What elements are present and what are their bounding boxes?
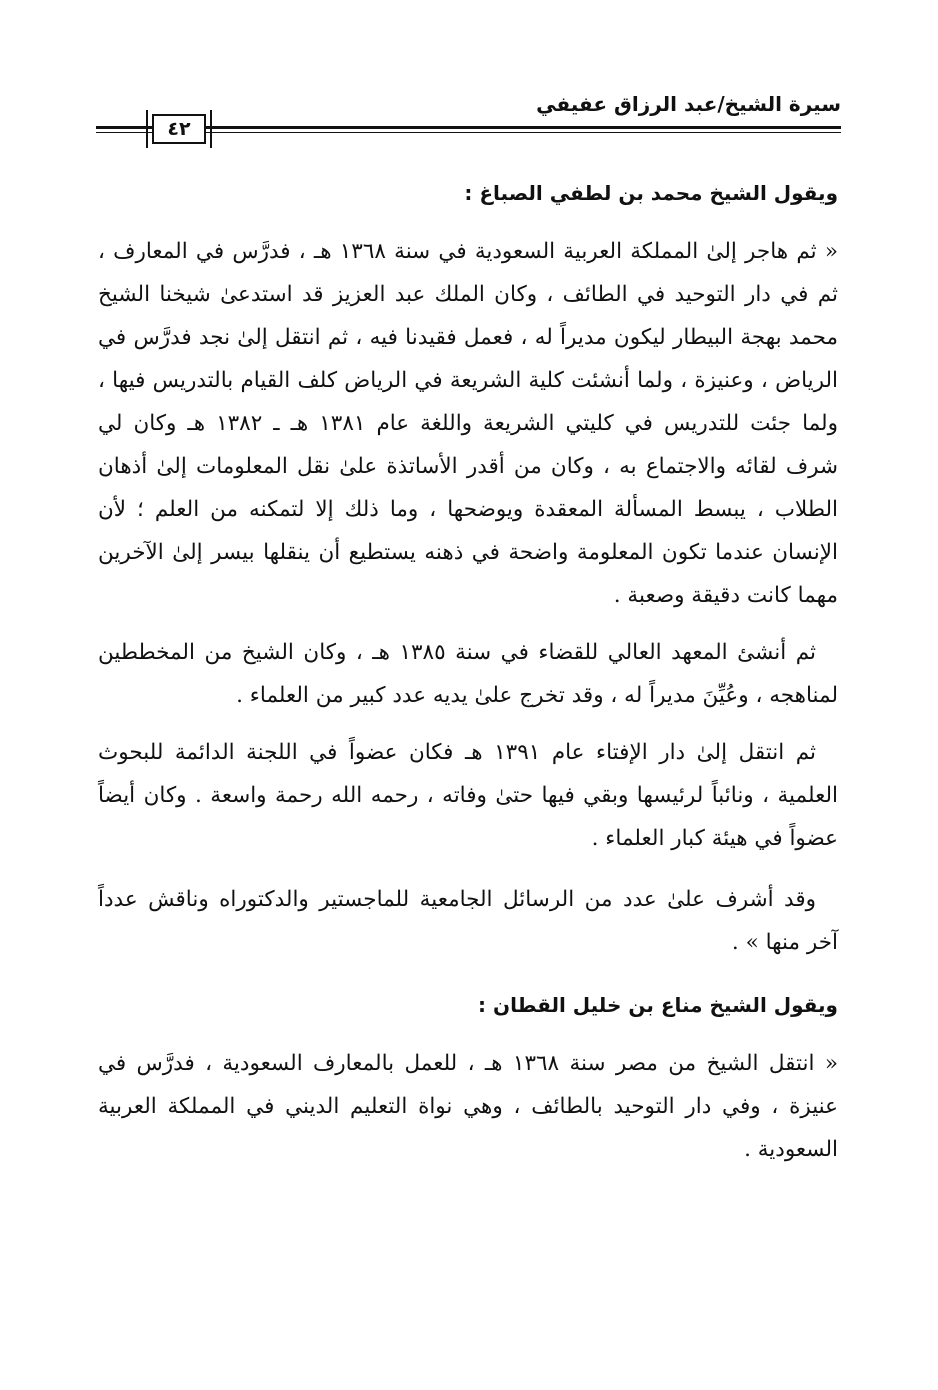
page-header bbox=[96, 92, 841, 152]
page-number: ٤٢ bbox=[152, 114, 206, 144]
header-rule-thin bbox=[96, 132, 841, 133]
paragraph: ثم أنشئ المعهد العالي للقضاء في سنة ١٣٨٥ هـ ، وكان الشيخ من المخططين لمناهجه ، وعُيِّنَ مديراً له ، وقد تخرج علىٰ يديه عدد كبير من العلماء . bbox=[98, 640, 838, 708]
paragraph: ثم انتقل إلىٰ دار الإفتاء عام ١٣٩١ هـ فكان عضواً في اللجنة الدائمة للبحوث العلمية ، ونائباً لرئيسها وبقي فيها حتىٰ وفاته ، رحمه الله رحمة واسعة . وكان أيضاً عضواً في هيئة كبار العلماء . bbox=[98, 740, 838, 851]
paragraph: « ثم هاجر إلىٰ المملكة العربية السعودية في سنة ١٣٦٨ هـ ، فدرَّس في المعارف ، ثم في دار التوحيد في الطائف ، وكان الملك عبد العزيز قد استدعىٰ شيخنا الشيخ محمد بهجة البيطار ليكون مديراً له ، فعمل فقيدنا فيه ، ثم انتقل إلىٰ نجد فدرَّس في الرياض ، وعنيزة ، ولما أنشئت كلية الشريعة في الرياض كلف القيام بالتدريس فيها ، ولما جئت للتدريس في كليتي الشريعة واللغة عام ١٣٨١ هـ ـ ١٣٨٢ هـ وكان لي شرف لقائه والاجتماع به ، وكان من أقدر الأساتذة علىٰ نقل المعلومات إلىٰ أذهان الطلاب ، يبسط المسألة المعقدة ويوضحها ، وما ذلك إلا لتمكنه من العلم ؛ لأن الإنسان عندما تكون المعلومة واضحة في ذهنه يستطيع أن ينقلها بيسر إلىٰ الآخرين مهما كانت دقيقة وصعبة . bbox=[98, 239, 838, 608]
paragraph: وقد أشرف علىٰ عدد من الرسائل الجامعية للماجستير والدكتوراه وناقش عدداً آخر منها » . bbox=[98, 887, 838, 955]
header-rule-thick bbox=[96, 126, 841, 129]
page-body bbox=[98, 170, 838, 1171]
running-title: سيرة الشيخ/عبد الرزاق عفيفي bbox=[536, 92, 841, 116]
section-heading-qattan: ويقول الشيخ مناع بن خليل القطان : bbox=[478, 993, 838, 1017]
paragraph: « انتقل الشيخ من مصر سنة ١٣٦٨ هـ ، للعمل بالمعارف السعودية ، فدرَّس في عنيزة ، وفي دار التوحيد بالطائف ، وهي نواة التعليم الديني في المملكة العربية السعودية . bbox=[98, 1051, 838, 1162]
section-heading-sabbagh: ويقول الشيخ محمد بن لطفي الصباغ : bbox=[464, 181, 838, 205]
